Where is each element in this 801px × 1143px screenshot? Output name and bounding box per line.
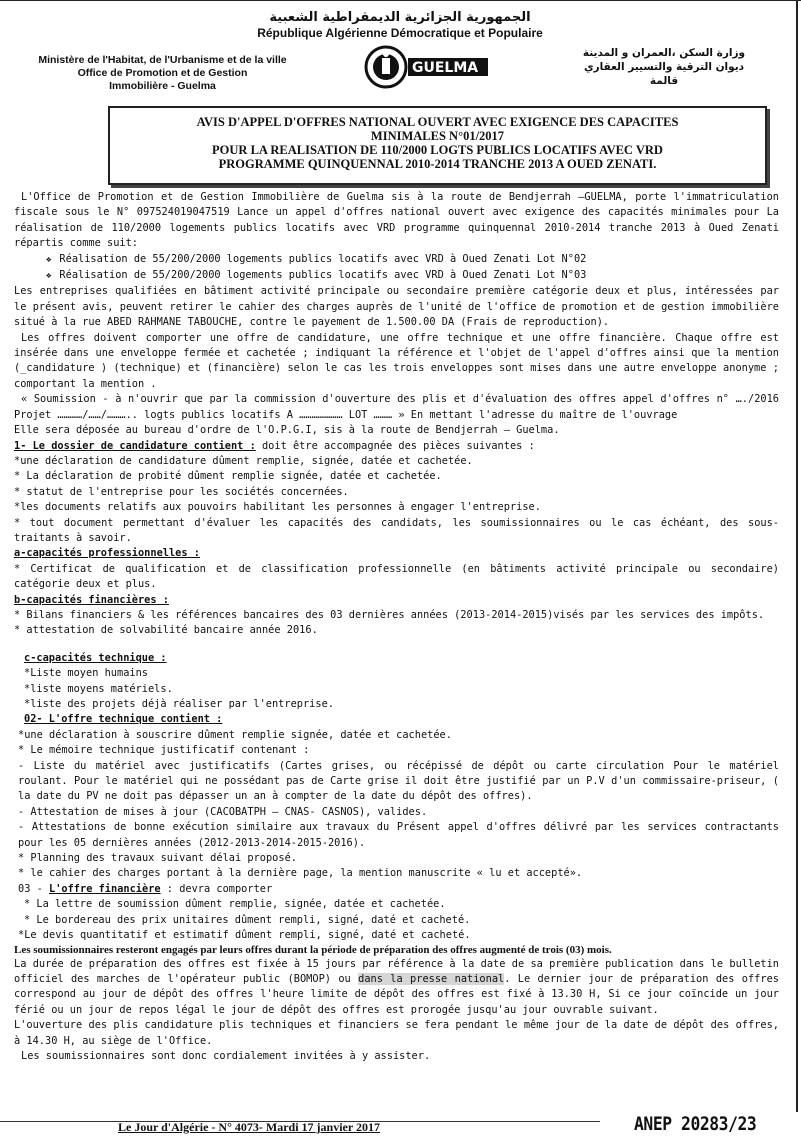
republic-french: République Algérienne Démocratique et Populaire (257, 26, 543, 40)
dossier-item: * La déclaration de probité dûment remplie signée, datée et cachetée. (14, 470, 442, 483)
dossier-item: * tout document permettant d'évaluer les capacités des candidats, les soumissionnaires ou le cas échéant, des sous-traitants à savoir. (14, 516, 779, 544)
diamond-bullet-icon: ❖ (46, 271, 52, 282)
anep-reference: ANEP 20283/23 (634, 1113, 778, 1141)
capacites-tech-item: *Liste moyen humains (24, 667, 148, 680)
deposee-paragraph: Elle sera déposée au bureau d'ordre de l'O.P.G.I, sis à la route de Bendjerrah – Guelma. (14, 424, 560, 437)
offre-tech-item: - Attestation de mises à jour (CACOBATPH – CNAS- CASNOS), valides. (18, 805, 428, 818)
capacites-tech-item: *liste moyens matériels. (24, 682, 173, 695)
dossier-item: *une déclaration de candidature dûment remplie, signée, datée et cachetée. (14, 454, 473, 467)
top-border (0, 0, 801, 1)
engages-paragraph: Les soumissionnaires resteront engagés par leurs offres durant la période de préparation des offres augmenté de trois (03) mois. (14, 943, 612, 956)
capacites-tech-item: *liste des projets déjà réaliser par l'entreprise. (24, 698, 334, 710)
offre-tech-item: - Attestations de bonne exécution similaire aux travaux du Présent appel d'offres délivré par les services contractants pour les 05 dernières années (2012-2013-2014-2015-2016). (18, 821, 779, 849)
offre-fin-heading: 03 - L'offre financière : devra comporter (18, 882, 273, 895)
soumission-paragraph: « Soumission - à n'ouvrir que par la commission d'ouverture des plis et d'évaluation des offres appel d'offres n° …./2016 Projet …………/……/……….. logts publics locatifs A ………………… LOT ……… » En mettant l'adresse du maître de l'ouvrage (14, 393, 779, 421)
offre-tech-item: * Planning des travaux suivant délai proposé. (18, 852, 297, 865)
offre-tech-item: * Le mémoire technique justificatif contenant : (18, 744, 310, 757)
right-border (796, 0, 798, 1112)
offre-tech-item: *une déclaration à souscrire dûment remplie signée, datée et cachetée. (18, 728, 452, 741)
offre-fin-item: *Le devis quantitatif et estimatif dûment rempli, signé, daté et cacheté. (18, 929, 471, 942)
dossier-heading: 1- Le dossier de candidature contient : doit être accompagnée des pièces suivantes : (14, 439, 535, 452)
capacites-pro-heading: a-capacités professionnelles : (14, 547, 200, 560)
offre-fin-item: * Le bordereau des prix unitaires dûment rempli, signé, daté et cacheté. (24, 913, 471, 926)
diamond-bullet-icon: ❖ (46, 254, 52, 265)
intro-paragraph: L'Office de Promotion et de Gestion Immobilière de Guelma sis à la route de Bendjerrah –GUELMA, porte l'immatriculation fiscale sous le N° 097524019047519 Lance un appel d'offres national ouvert avec exigence des capacités minimales pour La réalisation de 110/2000 logements publics locatifs avec VRD programme quinquennal 2010-2014 tranche 2013 à Oued Zenati répartis comme suit: (14, 191, 779, 250)
ouverture-paragraph: L'ouverture des plis candidature plis techniques et financiers se fera pendant le même jour de la date de dépôt des offres, à 14.30 H, au siège de l'Office. (14, 1019, 779, 1047)
offre-tech-heading: 02- L'offre technique contient : (24, 713, 223, 726)
capacites-pro-item: * Certificat de qualification et de classification professionnelle (en bâtiments activité principale ou secondaire) catégorie deux et plus. (14, 562, 779, 591)
notice-title-box (108, 106, 767, 185)
ministry-french: Ministère de l'Habitat, de l'Urbanisme et de la ville Office de Promotion et de Gestion Immobilière - Guelma (38, 54, 287, 92)
title-line: MINIMALES N°01/2017 (370, 129, 505, 143)
republic-arabic: الجمهورية الجزائرية الديمقراطية الشعبية (269, 10, 531, 25)
opgi-logo-icon (360, 44, 490, 90)
capacites-fin-heading: b-capacités financières : (14, 593, 169, 606)
ministry-arabic: وزارة السكن ،العمران و المدينة ديوان الترقية والتسيير العقاري قالمة (582, 47, 746, 87)
publication-reference: Le Jour d'Algérie - N° 4073- Mardi 17 janvier 2017 (118, 1120, 380, 1134)
lot-item: ❖ Réalisation de 55/200/2000 logements publics locatifs avec VRD à Oued Zenati Lot N°02 (46, 252, 587, 265)
capacites-fin-item: * Bilans financiers & les références bancaires des 03 dernières années (2013-2014-2015)visés par les services des impôts. (14, 608, 765, 621)
invites-paragraph: Les soumissionnaires sont donc cordialement invitées à y assister. (21, 1049, 431, 1062)
lot-item: ❖ Réalisation de 55/200/2000 logements publics locatifs avec VRD à Oued Zenati Lot N°03 (46, 269, 587, 282)
title-line: AVIS D'APPEL D'OFFRES NATIONAL OUVERT AVEC EXIGENCE DES CAPACITES (196, 115, 679, 129)
title-line: PROGRAMME QUINQUENNAL 2010-2014 TRANCHE 2013 A OUED ZENATI. (218, 157, 657, 171)
duree-paragraph: La durée de préparation des offres est fixée à 15 jours par référence à la date de sa première publication dans le bulletin officiel des marches de l'opérateur public (BOMOP) ou dans la presse national. Le dernier jour de préparation des offres correspond au jour de dépôt des offres l'heure limite de dépôt des offres est fixé à 13.30 H, Si ce jour coïncide un jour férié ou un jour de repos légal le jour de dépôt des offres est prorogée jusqu'au jour ouvrable suivant. (14, 957, 779, 1016)
dossier-item: * statut de l'entreprise pour les sociétés concernées. (14, 485, 349, 498)
capacites-tech-heading: c-capacités technique : (24, 651, 167, 664)
capacites-fin-item: * attestation de solvabilité bancaire année 2016. (14, 624, 318, 637)
offre-tech-item: - Liste du matériel avec justificatifs (Cartes grises, ou récépissé de dépôt ou carte circulation Pour le matériel roulant. Pour le matériel qui ne possédant pas de Carte grise il doit être justifié par un P.V d'un commissaire-priseur, ( la date du PV ne doit pas dépasser un an à compter de la date du dépôt des offres). (18, 759, 779, 803)
entreprises-paragraph: Les entreprises qualifiées en bâtiment activité principale ou secondaire première catégorie deux et plus, intéressées par le présent avis, peuvent retirer le cahier des charges auprès de l'unité de l'office de promotion et de gestion immobilière situé à la rue ABED RAHMANE TABOUCHE, contre le payement de 1.500.00 DA (Frais de reproduction). (14, 285, 779, 329)
title-line: POUR LA REALISATION DE 110/2000 LOGTS PUBLICS LOCATIFS AVEC VRD (212, 143, 663, 157)
notice-body (14, 190, 779, 1064)
dossier-item: *les documents relatifs aux pouvoirs habilitant les personnes à engager l'entreprise. (14, 501, 541, 514)
offre-tech-item: * le cahier des charges portant à la dernière page, la mention manuscrite « lu et accepté». (18, 867, 583, 880)
offre-fin-item: * La lettre de soumission dûment remplie, signée, datée et cachetée. (24, 898, 446, 911)
svg-text:GUELMA: GUELMA (412, 60, 479, 76)
offres-paragraph: Les offres doivent comporter une offre de candidature, une offre technique et une offre financière. Chaque offre est insérée dans une enveloppe fermée et cachetée ; indiquant la référence et l'objet de l'appel d'offres ainsi que la mention (_candidature ) (technique) et (financière) selon le cas les trois enveloppes sont mises dans une autre enveloppe anonyme ; comportant la mention . (14, 331, 779, 390)
